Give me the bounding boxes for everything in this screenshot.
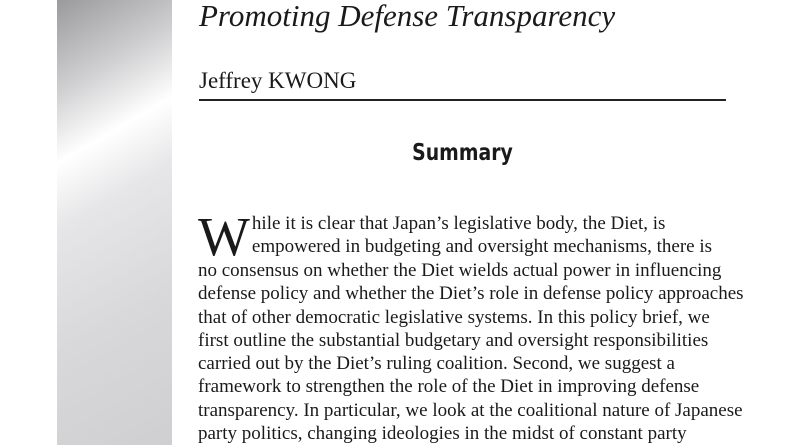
summary-body bbox=[198, 206, 744, 445]
body-line: transparency. In particular, we look at the coalitional nature of Japanese bbox=[198, 399, 743, 421]
section-heading: Summary bbox=[412, 140, 513, 166]
body-line: defense policy and whether the Diet’s role in defense policy approaches bbox=[198, 283, 744, 305]
body-line: that of other democratic legislative systems. In this policy brief, we bbox=[198, 306, 710, 328]
body-line: carried out by the Diet’s ruling coalition. Second, we suggest a bbox=[198, 353, 675, 375]
divider bbox=[199, 99, 726, 101]
body-line: hile it is clear that Japan’s legislative body, the Diet, is bbox=[251, 213, 666, 234]
body-line: first outline the substantial budgetary and oversight responsibilities bbox=[198, 329, 709, 351]
author-name: Jeffrey KWONG bbox=[199, 68, 357, 93]
body-line: framework to strengthen the role of the Diet in improving defense bbox=[198, 376, 700, 398]
body-line: empowered in budgeting and oversight mechanisms, there is bbox=[251, 236, 713, 258]
drop-cap: W bbox=[198, 206, 250, 267]
decorative-side-bar bbox=[57, 0, 172, 445]
document-title: Promoting Defense Transparency bbox=[199, 0, 616, 33]
body-line: party politics, changing ideologies in the midst of constant party bbox=[198, 423, 687, 445]
body-line: no consensus on whether the Diet wields actual power in influencing bbox=[198, 260, 722, 281]
